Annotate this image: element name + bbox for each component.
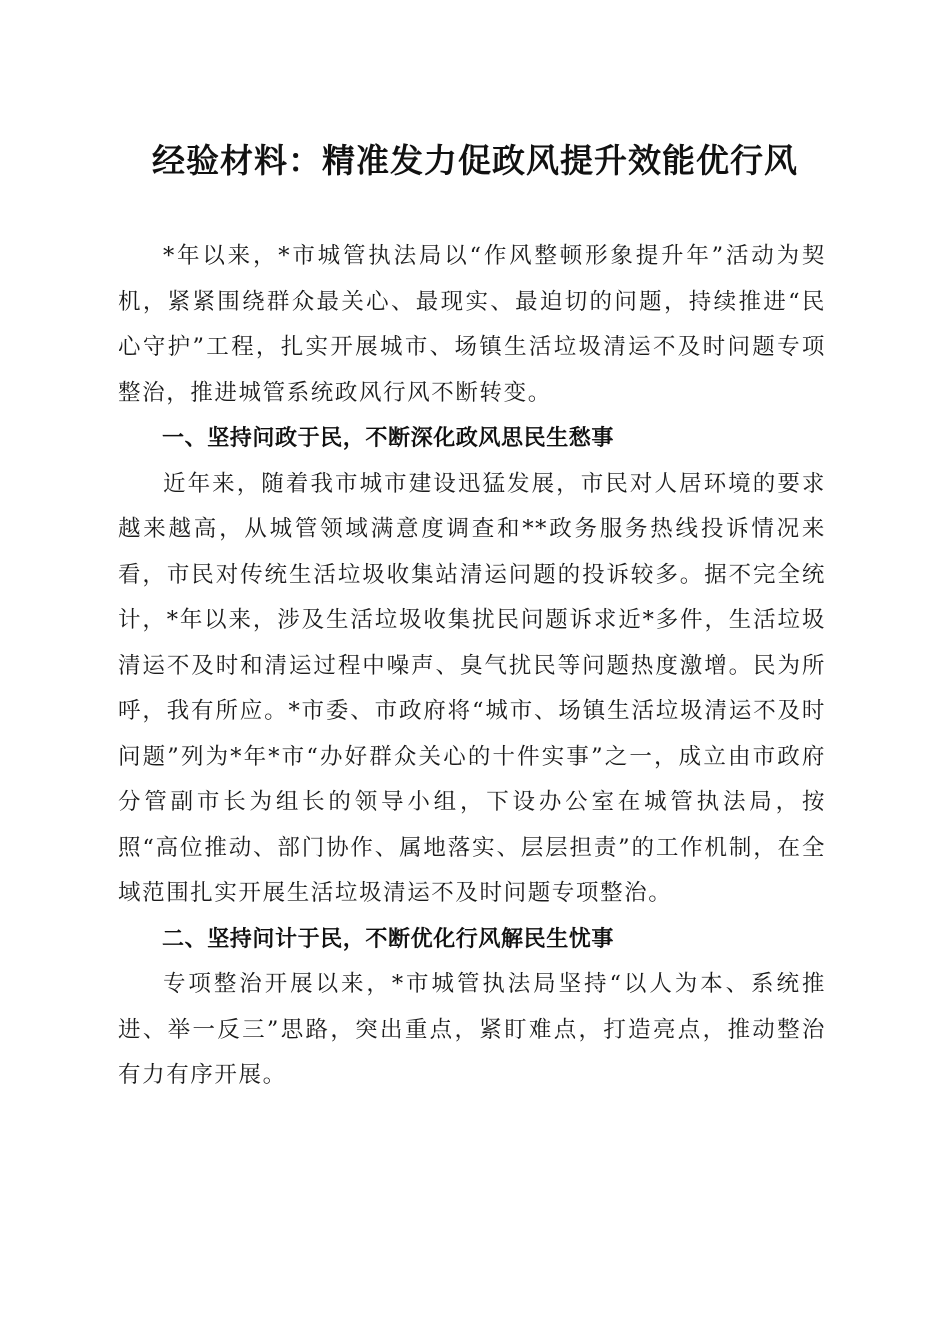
section-1-heading: 一、坚持问政于民，不断深化政风思民生愁事 <box>162 426 615 451</box>
intro-paragraph: *年以来，*市城管执法局以“作风整顿形象提升年”活动为契机，紧紧围绕群众最关心、最现实、最迫切的问题，持续推进“民心守护”工程，扎实开展城市、场镇生活垃圾清运不及时问题专项整治，推进城管系统政风行风不断转变。 <box>118 243 826 406</box>
section-2-heading: 二、坚持问计于民，不断优化行风解民生忧事 <box>162 926 615 952</box>
section-1-paragraph: 近年来，随着我市城市建设迅猛发展，市民对人居环境的要求越来越高，从城管领域满意度调查和**政务服务热线投诉情况来看，市民对传统生活垃圾收集站清运问题的投诉较多。据不完全统计，*年以来，涉及生活垃圾收集扰民问题诉求近*多件，生活垃圾清运不及时和清运过程中噪声、臭气扰民等问题热度激增。民为所呼，我有所应。*市委、市政府将“城市、场镇生活垃圾清运不及时问题”列为*年*市“办好群众关心的十件实事”之一，成立由市政府分管副市长为组长的领导小组，下设办公室在城管执法局，按照“高位推动、部门协作、属地落实、层层担责”的工作机制，在全域范围扎实开展生活垃圾清运不及时问题专项整治。 <box>118 470 826 906</box>
document-body <box>118 234 826 1099</box>
document-title: 经验材料：精准发力促政风提升效能优行风 <box>152 141 798 180</box>
section-2-paragraph: 专项整治开展以来，*市城管执法局坚持“以人为本、系统推进、举一反三”思路，突出重点，紧盯难点，打造亮点，推动整治有力有序开展。 <box>118 971 826 1088</box>
